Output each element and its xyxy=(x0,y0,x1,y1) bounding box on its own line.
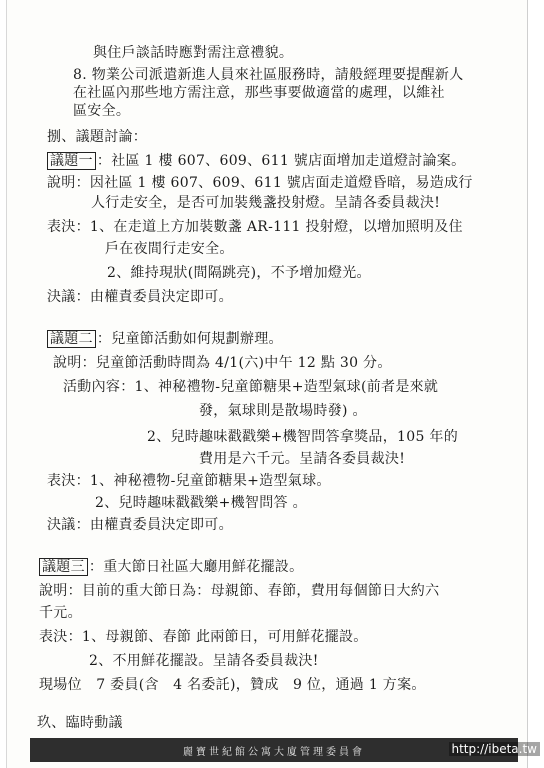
text-line: 費用是六千元。呈請各委員裁決! xyxy=(199,451,406,467)
topic-line xyxy=(39,558,303,576)
document-page xyxy=(6,0,528,768)
topic-line xyxy=(47,152,465,170)
section-heading: 捌、議題討論： xyxy=(47,129,148,145)
topic-title: ：社區 1 樓 607、609、611 號店面增加走道燈討論案。 xyxy=(96,153,466,169)
text-line: 戶在夜間行走安全。 xyxy=(105,241,234,257)
watermark: http://ibeta.tw xyxy=(449,742,541,756)
section-heading: 玖、臨時動議 xyxy=(37,715,123,731)
text-line: 8. 物業公司派遣新進人員來社區服務時，請般經理要提醒新人 xyxy=(73,67,464,83)
text-line: 2、不用鮮花擺設。呈請各委員裁決! xyxy=(89,653,319,669)
topic-label: 議題三 xyxy=(39,558,88,576)
text-line: 在社區內那些地方需注意，那些事要做適當的處理，以維社 xyxy=(73,85,445,101)
text-line: 與住戶談話時應對需注意禮貌。 xyxy=(93,45,294,61)
text-line: 現場位 7 委員(含 4 名委託)，贊成 9 位，通過 1 方案。 xyxy=(39,677,426,693)
topic-label: 議題二 xyxy=(47,330,96,348)
text-line: 決議：由權責委員決定即可。 xyxy=(47,289,233,305)
text-line: 說明：兒童節活動時間為 4/1(六)中午 12 點 30 分。 xyxy=(53,355,392,371)
text-line: 發，氣球則是散場時發) 。 xyxy=(199,403,367,419)
text-line: 2、兒時趣味戳戳樂+機智問答拿獎品，105 年的 xyxy=(147,429,459,445)
topic-line xyxy=(47,330,283,348)
text-line: 決議：由權責委員決定即可。 xyxy=(47,517,233,533)
topic-label: 議題一 xyxy=(47,152,96,170)
text-line: 活動內容：1、神秘禮物-兒童節糖果+造型氣球(前者是來就 xyxy=(63,379,439,395)
text-line: 說明：目前的重大節日為：母親節、春節，費用每個節日大約六 xyxy=(39,583,440,599)
topic-title: ：重大節日社區大廳用鮮花擺設。 xyxy=(88,559,304,575)
text-line: 表決：1、母親節、春節 此兩節日，可用鮮花擺設。 xyxy=(39,629,368,645)
text-line: 說明：因社區 1 樓 607、609、611 號店面走道燈昏暗，易造成行 xyxy=(47,175,473,191)
text-line: 表決：1、在走道上方加裝數盞 AR-111 投射燈，以增加照明及住 xyxy=(47,219,463,235)
topic-title: ：兒童節活動如何規劃辦理。 xyxy=(96,331,283,347)
text-line: 表決：1、神秘禮物-兒童節糖果+造型氣球。 xyxy=(47,473,331,489)
text-line: 人行走安全，是否可加裝幾盞投射燈。呈請各委員裁決! xyxy=(91,195,441,211)
text-line: 千元。 xyxy=(39,605,82,621)
text-line: 區安全。 xyxy=(73,103,131,119)
footer-banner: 麗寶世紀館公寓大廈管理委員會 xyxy=(30,738,518,762)
text-line: 2、維持現狀(間隔跳亮)，不予增加燈光。 xyxy=(107,265,371,281)
text-line: 2、兒時趣味戳戳樂+機智問答 。 xyxy=(95,495,307,511)
